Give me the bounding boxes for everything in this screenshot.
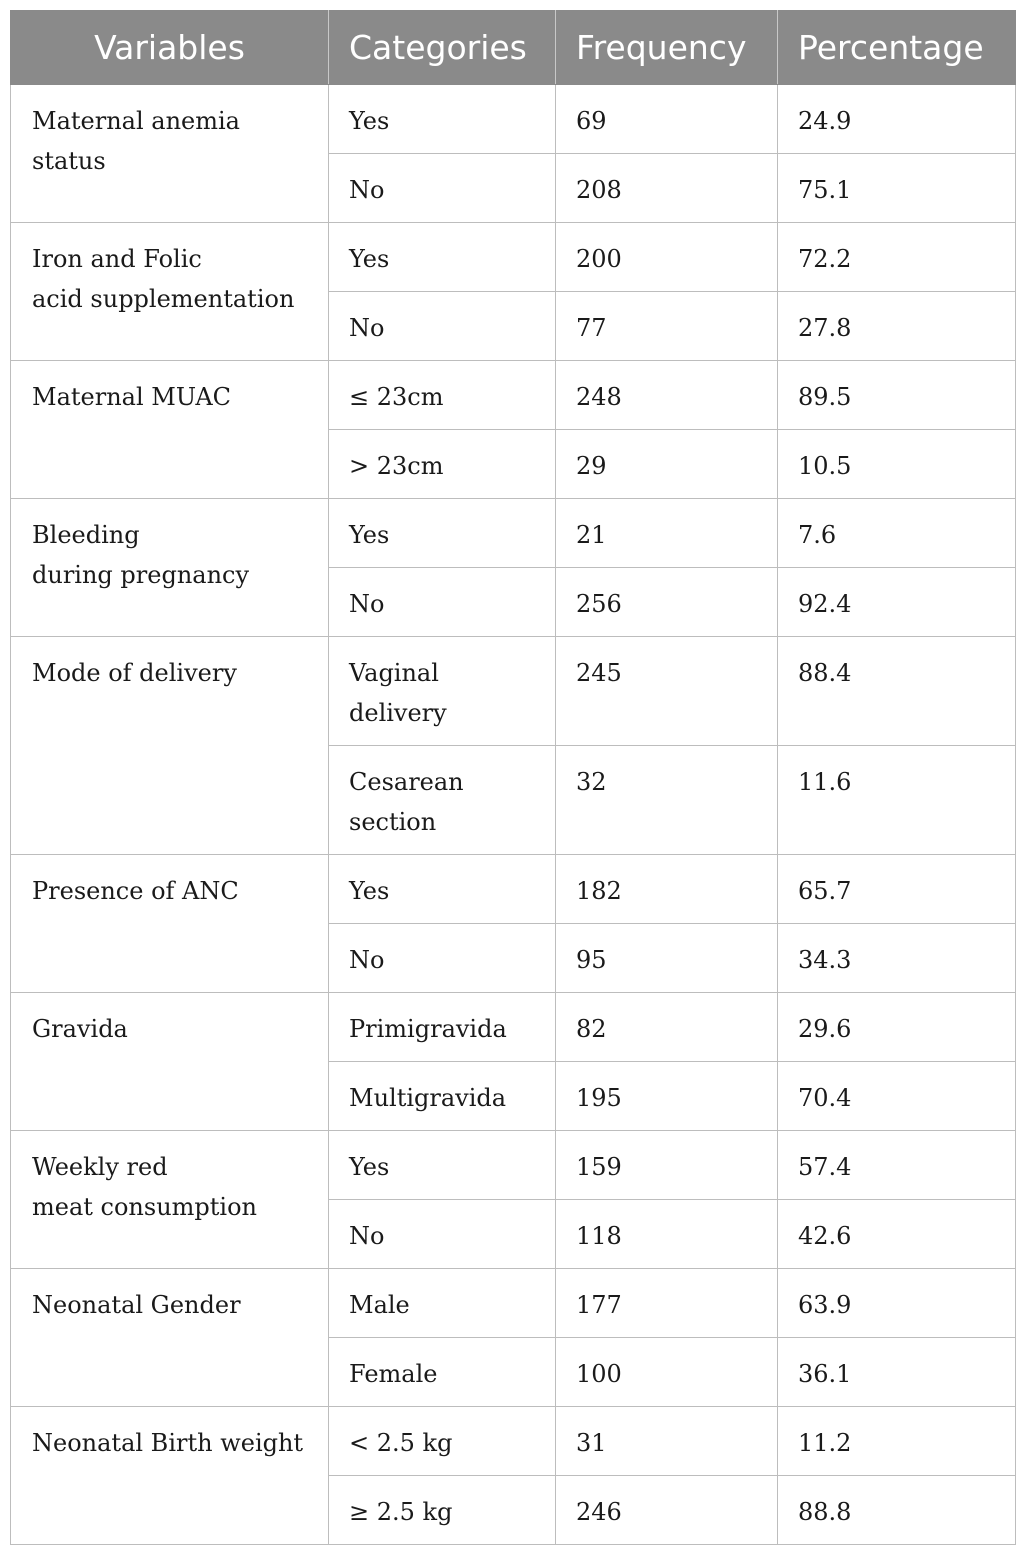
category-cell-text: < 2.5 kg: [349, 1429, 453, 1457]
category-cell: [329, 1269, 556, 1338]
category-cell: [329, 292, 556, 361]
frequency-cell: 95: [556, 924, 778, 993]
table-row: [11, 1407, 1016, 1476]
variable-cell: [11, 637, 329, 855]
category-cell: [329, 746, 556, 855]
table-body: [11, 85, 1016, 1545]
percentage-cell: 11.6: [778, 746, 1016, 855]
percentage-cell: 65.7: [778, 855, 1016, 924]
variable-cell-text: acid supplementation: [32, 285, 295, 313]
category-cell: [329, 1476, 556, 1545]
category-cell: [329, 568, 556, 637]
category-cell: [329, 637, 556, 746]
frequency-cell: 246: [556, 1476, 778, 1545]
variable-cell-text: Weekly red: [32, 1153, 168, 1181]
category-cell: [329, 1062, 556, 1131]
header-categories: Categories: [329, 11, 556, 85]
frequency-cell: 200: [556, 223, 778, 292]
percentage-cell: 89.5: [778, 361, 1016, 430]
category-cell-text: ≤ 23cm: [349, 383, 444, 411]
variable-cell: [11, 1269, 329, 1407]
category-cell-text: Yes: [349, 521, 390, 549]
frequency-cell: 69: [556, 85, 778, 154]
category-cell-text: > 23cm: [349, 452, 444, 480]
table-row: [11, 499, 1016, 568]
header-frequency: Frequency: [556, 11, 778, 85]
header-row: [11, 11, 1016, 85]
category-cell: [329, 223, 556, 292]
frequency-cell: 195: [556, 1062, 778, 1131]
category-cell-text: Yes: [349, 1153, 390, 1181]
category-cell-text: ≥ 2.5 kg: [349, 1498, 453, 1526]
variable-cell-text: Gravida: [32, 1015, 128, 1043]
frequency-cell: 31: [556, 1407, 778, 1476]
frequency-cell: 248: [556, 361, 778, 430]
category-cell-text: Primigravida: [349, 1015, 507, 1043]
frequency-cell: 77: [556, 292, 778, 361]
variable-cell-text: meat consumption: [32, 1193, 258, 1221]
variable-cell: [11, 855, 329, 993]
table-row: [11, 637, 1016, 746]
frequency-cell: 159: [556, 1131, 778, 1200]
frequency-cell: 118: [556, 1200, 778, 1269]
category-cell: [329, 993, 556, 1062]
percentage-cell: 11.2: [778, 1407, 1016, 1476]
percentage-cell: 29.6: [778, 993, 1016, 1062]
category-cell-text: No: [349, 590, 385, 618]
header-variables: Variables: [11, 11, 329, 85]
percentage-cell: 57.4: [778, 1131, 1016, 1200]
category-cell: [329, 85, 556, 154]
category-cell: [329, 499, 556, 568]
category-cell: [329, 855, 556, 924]
percentage-cell: 72.2: [778, 223, 1016, 292]
variable-cell-text: Iron and Folic: [32, 245, 202, 273]
category-cell-text: Yes: [349, 877, 390, 905]
variable-cell: [11, 1131, 329, 1269]
category-cell: [329, 1338, 556, 1407]
percentage-cell: 36.1: [778, 1338, 1016, 1407]
frequency-cell: 177: [556, 1269, 778, 1338]
category-cell: [329, 1407, 556, 1476]
category-cell-text: Male: [349, 1291, 410, 1319]
frequency-cell: 208: [556, 154, 778, 223]
percentage-cell: 24.9: [778, 85, 1016, 154]
category-cell: [329, 361, 556, 430]
variable-cell-text: Neonatal Birth weight: [32, 1429, 304, 1457]
category-cell-text: Yes: [349, 107, 390, 135]
category-cell-text: section: [349, 808, 437, 836]
percentage-cell: 10.5: [778, 430, 1016, 499]
table-row: [11, 223, 1016, 292]
category-cell-text: Vaginal: [349, 659, 439, 687]
frequency-cell: 82: [556, 993, 778, 1062]
category-cell-text: Multigravida: [349, 1084, 507, 1112]
percentage-cell: 63.9: [778, 1269, 1016, 1338]
variable-cell-text: Maternal anemia status: [32, 107, 240, 175]
variable-cell: [11, 1407, 329, 1545]
category-cell: [329, 430, 556, 499]
category-cell-text: Cesarean: [349, 768, 464, 796]
table-row: [11, 1269, 1016, 1338]
percentage-cell: 88.4: [778, 637, 1016, 746]
variable-cell-text: Maternal MUAC: [32, 383, 232, 411]
variable-cell-text: Presence of ANC: [32, 877, 239, 905]
percentage-cell: 88.8: [778, 1476, 1016, 1545]
percentage-cell: 34.3: [778, 924, 1016, 993]
category-cell-text: Female: [349, 1360, 438, 1388]
table-row: [11, 1131, 1016, 1200]
percentage-cell: 7.6: [778, 499, 1016, 568]
frequency-cell: 245: [556, 637, 778, 746]
variable-cell-text: during pregnancy: [32, 561, 250, 589]
variable-cell: [11, 361, 329, 499]
frequency-cell: 256: [556, 568, 778, 637]
variable-cell: [11, 993, 329, 1131]
category-cell-text: No: [349, 176, 385, 204]
frequency-cell: 29: [556, 430, 778, 499]
table-header: [11, 11, 1016, 85]
variable-cell-text: Bleeding: [32, 521, 140, 549]
percentage-cell: 92.4: [778, 568, 1016, 637]
category-cell-text: No: [349, 1222, 385, 1250]
frequency-cell: 100: [556, 1338, 778, 1407]
category-cell: [329, 1131, 556, 1200]
variable-cell: [11, 223, 329, 361]
category-cell-text: delivery: [349, 699, 447, 727]
category-cell: [329, 154, 556, 223]
frequency-cell: 32: [556, 746, 778, 855]
percentage-cell: 70.4: [778, 1062, 1016, 1131]
frequency-cell: 182: [556, 855, 778, 924]
table-row: [11, 85, 1016, 154]
variable-cell-text: Neonatal Gender: [32, 1291, 241, 1319]
percentage-cell: 27.8: [778, 292, 1016, 361]
data-table: [10, 10, 1016, 1545]
category-cell-text: Yes: [349, 245, 390, 273]
category-cell: [329, 924, 556, 993]
percentage-cell: 75.1: [778, 154, 1016, 223]
table-row: [11, 993, 1016, 1062]
frequency-cell: 21: [556, 499, 778, 568]
table-row: [11, 855, 1016, 924]
percentage-cell: 42.6: [778, 1200, 1016, 1269]
category-cell: [329, 1200, 556, 1269]
header-percentage: Percentage: [778, 11, 1016, 85]
table-row: [11, 361, 1016, 430]
variable-cell-text: Mode of delivery: [32, 659, 237, 687]
variable-cell: [11, 499, 329, 637]
category-cell-text: No: [349, 946, 385, 974]
variable-cell: [11, 85, 329, 223]
category-cell-text: No: [349, 314, 385, 342]
